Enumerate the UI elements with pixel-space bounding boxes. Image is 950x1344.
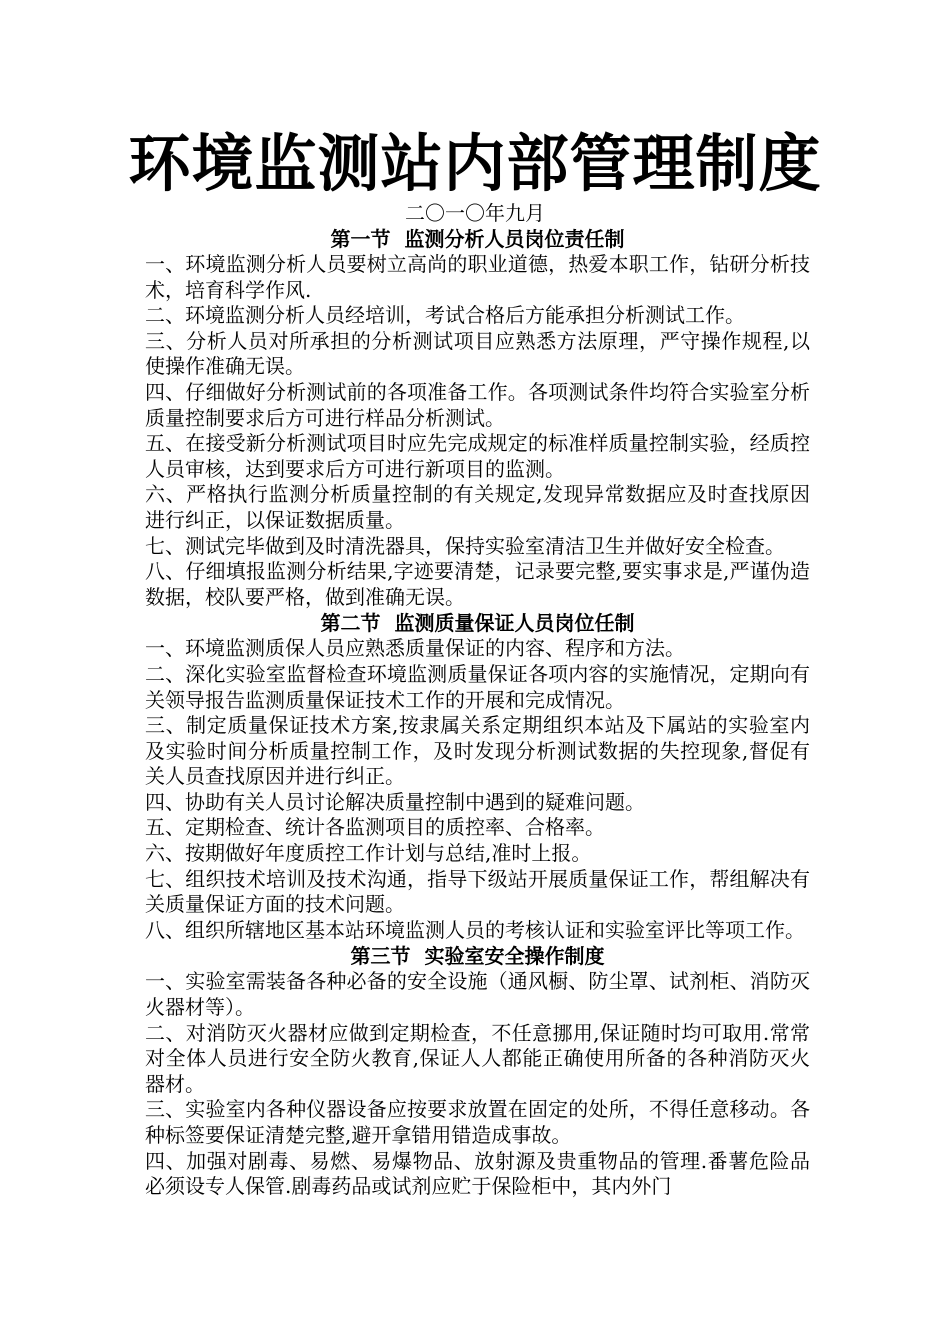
paragraph: 三、分析人员对所承担的分析测试项目应熟悉方法原理，严守操作规程,以使操作准确无误。 <box>145 328 810 379</box>
paragraph: 四、协助有关人员讨论解决质量控制中遇到的疑难问题。 <box>145 789 645 814</box>
document-body <box>145 226 810 1200</box>
section-heading: 第三节 实验室安全操作制度 <box>350 944 605 969</box>
document-date: 二〇一〇年九月 <box>405 201 545 225</box>
paragraph: 八、仔细填报监测分析结果,字迹要清楚，记录要完整,要实事求是,严谨伪造数据，校队要严格，做到准确无误。 <box>145 559 810 609</box>
paragraph: 一、实验室需装备各种必备的安全设施（通风橱、防尘罩、试剂柜、消防灭火器材等）。 <box>145 969 810 1020</box>
section-heading: 第二节 监测质量保证人员岗位任制 <box>320 611 635 636</box>
paragraph: 三、制定质量保证技术方案,按隶属关系定期组织本站及下属站的实验室内及实验时间分析质量控制工作，及时发现分析测试数据的失控现象,督促有关人员查找原因并进行纠正。 <box>145 713 810 789</box>
paragraph: 七、测试完毕做到及时清洗器具，保持实验室清洁卫生并做好安全检查。 <box>145 533 785 558</box>
document-title: 环境监测站内部管理制度 <box>128 127 822 200</box>
paragraph: 八、组织所辖地区基本站环境监测人员的考核认证和实验室评比等项工作。 <box>145 917 805 942</box>
paragraph: 一、环境监测质保人员应熟悉质量保证的内容、程序和方法。 <box>145 636 685 661</box>
paragraph: 六、严格执行监测分析质量控制的有关规定,发现异常数据应及时查找原因进行纠正，以保证数据质量。 <box>145 482 810 532</box>
paragraph: 四、仔细做好分析测试前的各项准备工作。各项测试条件均符合实验室分析质量控制要求后方可进行样品分析测试。 <box>145 379 810 430</box>
section-3 <box>145 943 810 1199</box>
paragraph: 七、组织技术培训及技术沟通，指导下级站开展质量保证工作，帮组解决有关质量保证方面的技术问题。 <box>145 866 810 917</box>
paragraph: 五、在接受新分析测试项目时应先完成规定的标准样质量控制实验，经质控人员审核，达到要求后方可进行新项目的监测。 <box>145 431 810 481</box>
paragraph: 二、对消防灭火器材应做到定期检查，不任意挪用,保证随时均可取用.常常对全体人员进行安全防火教育,保证人人都能正确使用所备的各种消防灭火器材。 <box>145 1020 810 1096</box>
paragraph: 一、环境监测分析人员要树立高尚的职业道德，热爱本职工作，钻研分析技术，培育科学作风. <box>145 252 810 302</box>
paragraph: 三、实验室内各种仪器设备应按要求放置在固定的处所，不得任意移动。各种标签要保证清楚完整,避开拿错用错造成事故。 <box>145 1097 810 1147</box>
section-1 <box>145 226 810 610</box>
paragraph: 五、定期检查、统计各监测项目的质控率、合格率。 <box>145 815 605 840</box>
section-heading: 第一节 监测分析人员岗位责任制 <box>330 227 625 251</box>
paragraph: 四、加强对剧毒、易燃、易爆物品、放射源及贵重物品的管理.番薯危险品必须设专人保管.剧毒药品或试剂应贮于保险柜中，其内外门 <box>145 1148 810 1199</box>
section-2 <box>145 610 810 943</box>
paragraph: 二、深化实验室监督检查环境监测质量保证各项内容的实施情况，定期向有关领导报告监测质量保证技术工作的开展和完成情况。 <box>145 661 810 712</box>
paragraph: 六、按期做好年度质控工作计划与总结,准时上报。 <box>145 841 592 866</box>
paragraph: 二、环境监测分析人员经培训，考试合格后方能承担分析测试工作。 <box>145 303 745 328</box>
